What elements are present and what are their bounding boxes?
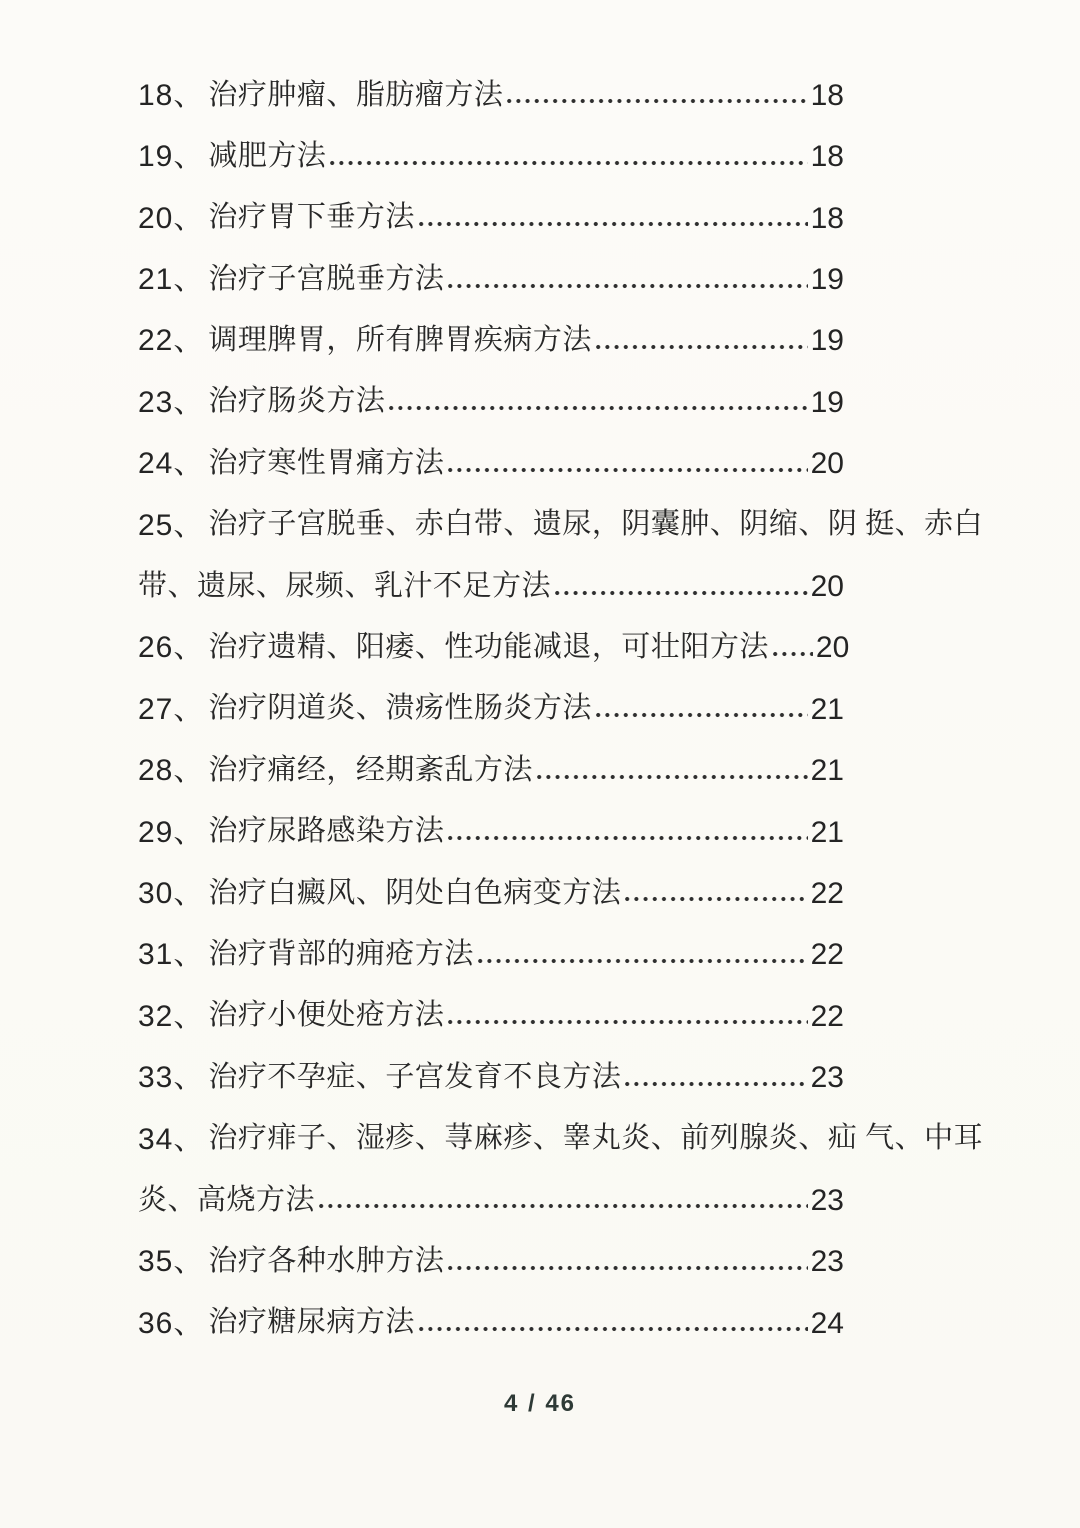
entry-number: 25、 xyxy=(138,508,205,542)
entry-page-number: 19 xyxy=(810,324,844,358)
entry-title: 治疗肿瘤、脂肪瘤方法 xyxy=(208,78,504,111)
toc-entry-row xyxy=(138,296,932,357)
entry-number: 24、 xyxy=(138,447,205,481)
entry-title: 治疗子宫脱垂、赤白带、遗尿，阴囊肿、阴缩、阴 挺、赤白 xyxy=(208,508,984,541)
entry-page-number: 20 xyxy=(815,631,850,665)
entry-title: 治疗尿路感染方法 xyxy=(208,815,445,848)
entry-page-number: 23 xyxy=(810,1245,844,1279)
dot-leader xyxy=(419,1326,808,1332)
toc-entry-row xyxy=(138,1155,932,1216)
dot-leader xyxy=(507,98,807,104)
dot-leader xyxy=(389,405,807,411)
entry-number: 19、 xyxy=(138,140,205,174)
entry-title: 治疗白癜风、阴处白色病变方法 xyxy=(208,876,622,909)
entry-page-number: 21 xyxy=(810,815,844,849)
toc-entry-row xyxy=(138,541,932,602)
entry-title: 治疗遗精、阳痿、性功能减退，可壮阳方法 xyxy=(208,631,769,664)
dot-leader xyxy=(773,651,813,657)
entry-number: 22、 xyxy=(138,324,205,358)
toc-entry-row xyxy=(138,173,932,234)
dot-leader xyxy=(448,283,807,289)
entry-number: 33、 xyxy=(138,1061,205,1095)
entry-number: 20、 xyxy=(138,201,205,235)
dot-leader xyxy=(596,344,808,350)
dot-leader xyxy=(419,221,808,227)
dot-leader xyxy=(625,1081,807,1087)
toc-entry-row xyxy=(138,787,932,848)
dot-leader xyxy=(596,712,808,718)
entry-page-number: 23 xyxy=(810,1061,844,1095)
entry-title: 带、遗尿、尿频、乳汁不足方法 xyxy=(138,569,552,602)
entry-number: 30、 xyxy=(138,876,205,910)
entry-page-number: 23 xyxy=(810,1183,844,1217)
entry-number: 21、 xyxy=(138,263,205,297)
dot-leader xyxy=(478,958,808,964)
dot-leader xyxy=(625,896,807,902)
entry-title: 治疗肠炎方法 xyxy=(208,385,386,418)
dot-leader xyxy=(319,1203,808,1209)
entry-page-number: 21 xyxy=(810,692,844,726)
entry-number: 36、 xyxy=(138,1306,205,1340)
entry-number: 26、 xyxy=(138,631,205,665)
entry-page-number: 18 xyxy=(810,201,844,235)
dot-leader xyxy=(330,160,807,166)
entry-title: 治疗痛经，经期紊乱方法 xyxy=(208,753,533,786)
entry-number: 18、 xyxy=(138,78,205,112)
toc-entry-row xyxy=(138,1094,984,1156)
entry-title: 炎、高烧方法 xyxy=(138,1183,316,1216)
toc-entry-row xyxy=(138,357,932,418)
toc-entry-row xyxy=(138,1216,932,1277)
toc-entry-row xyxy=(138,848,932,909)
toc-entry-row xyxy=(138,50,932,111)
toc-entry-row xyxy=(138,909,932,970)
entry-title: 治疗糖尿病方法 xyxy=(208,1306,415,1339)
entry-title: 治疗子宫脱垂方法 xyxy=(208,262,445,295)
toc-entry-row xyxy=(138,111,932,172)
toc-entry-row xyxy=(138,234,932,295)
entry-title: 治疗不孕症、子宫发育不良方法 xyxy=(208,1060,622,1093)
entry-number: 28、 xyxy=(138,754,205,788)
entry-page-number: 18 xyxy=(810,78,844,112)
entry-title: 治疗背部的痈疮方法 xyxy=(208,937,474,970)
entry-title: 治疗痱子、湿疹、荨麻疹、睾丸炎、前列腺炎、疝 气、中耳 xyxy=(208,1122,984,1155)
toc-entry-row xyxy=(138,480,984,542)
entry-title: 治疗小便处疮方法 xyxy=(208,999,445,1032)
entry-page-number: 24 xyxy=(810,1306,844,1340)
entry-page-number: 19 xyxy=(810,263,844,297)
entry-number: 23、 xyxy=(138,385,205,419)
entry-page-number: 20 xyxy=(810,447,844,481)
page-footer xyxy=(0,1390,1080,1418)
entry-title: 治疗胃下垂方法 xyxy=(208,201,415,234)
page-indicator: 4 / 46 xyxy=(503,1390,577,1417)
entry-page-number: 21 xyxy=(810,754,844,788)
entry-title: 减肥方法 xyxy=(208,139,327,172)
entry-number: 35、 xyxy=(138,1245,205,1279)
toc-entry-row xyxy=(138,1278,932,1339)
toc-entry-row xyxy=(138,725,932,786)
entry-page-number: 20 xyxy=(810,570,844,604)
dot-leader xyxy=(448,1019,807,1025)
toc-entry-row xyxy=(138,971,932,1032)
entry-number: 31、 xyxy=(138,938,205,972)
toc-entry-row xyxy=(138,1032,932,1093)
toc-entry-row xyxy=(138,418,932,479)
entry-page-number: 22 xyxy=(810,938,844,972)
dot-leader xyxy=(537,774,808,780)
entry-number: 29、 xyxy=(138,815,205,849)
entry-title: 调理脾胃，所有脾胃疾病方法 xyxy=(208,324,592,357)
dot-leader xyxy=(448,467,807,473)
entry-number: 34、 xyxy=(138,1122,205,1156)
dot-leader xyxy=(448,835,807,841)
dot-leader xyxy=(555,590,808,596)
toc-entry-row xyxy=(138,603,932,664)
entry-page-number: 22 xyxy=(810,999,844,1033)
entry-number: 27、 xyxy=(138,692,205,726)
entry-page-number: 22 xyxy=(810,876,844,910)
entry-title: 治疗寒性胃痛方法 xyxy=(208,446,445,479)
entry-title: 治疗各种水肿方法 xyxy=(208,1244,445,1277)
entry-page-number: 19 xyxy=(810,385,844,419)
toc-entry-row xyxy=(138,664,932,725)
entry-title: 治疗阴道炎、溃疡性肠炎方法 xyxy=(208,692,592,725)
entry-page-number: 18 xyxy=(810,140,844,174)
dot-leader xyxy=(448,1265,807,1271)
entry-number: 32、 xyxy=(138,999,205,1033)
